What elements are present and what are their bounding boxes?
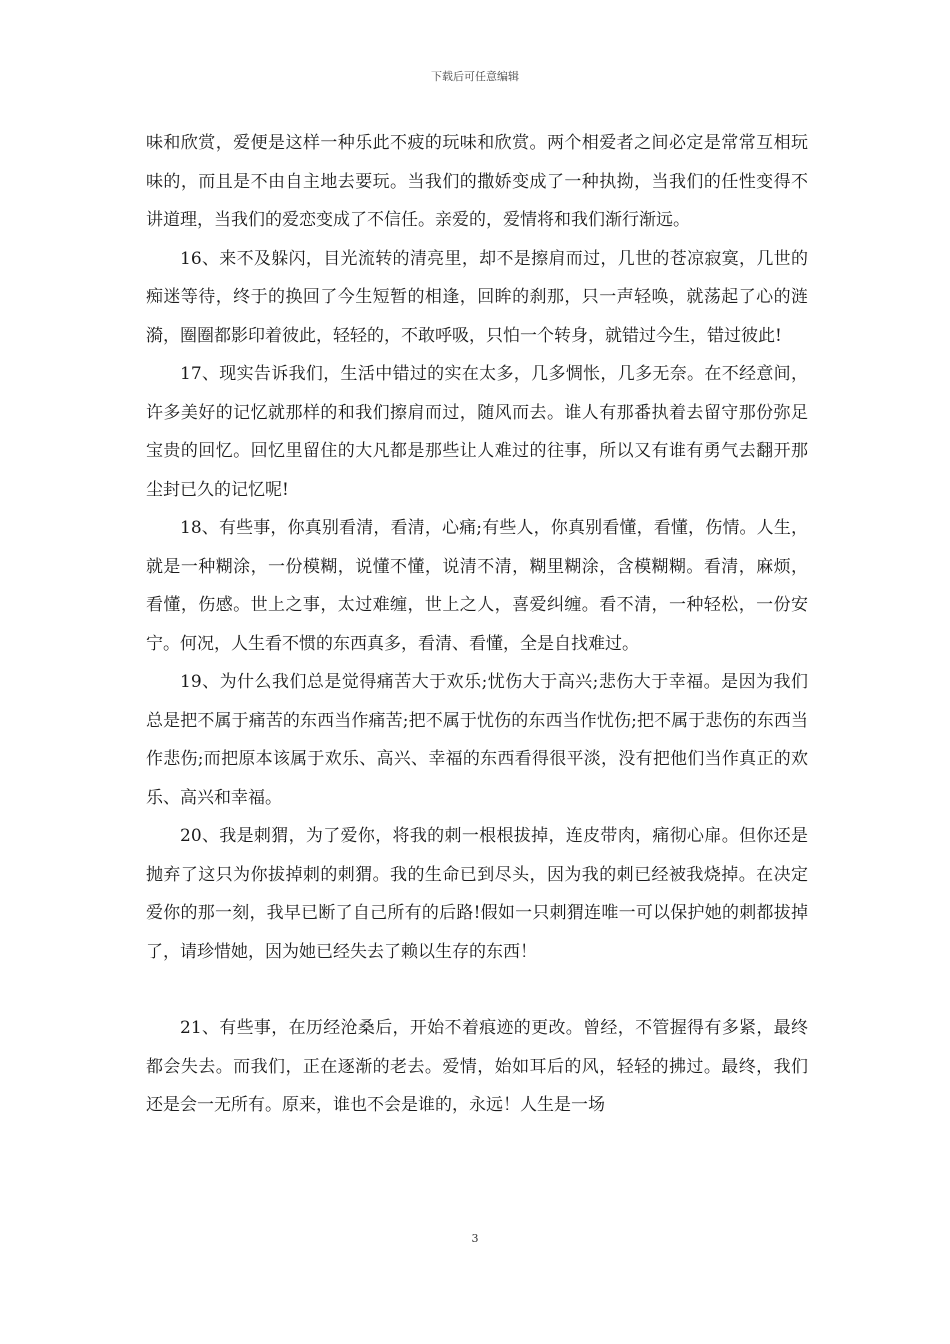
- paragraph-20: 20、我是刺猬，为了爱你，将我的刺一根根拔掉，连皮带肉，痛彻心扉。但你还是抛弃了这只为你拔掉刺的刺猬。我的生命已到尽头，因为我的刺已经被我烧掉。在决定爱你的那一刻，我早已断了自己所有的后路!假如一只刺猬连唯一可以保护她的刺都拔掉了，请珍惜她，因为她已经失去了赖以生存的东西！: [146, 826, 808, 962]
- paragraph-16: 16、来不及躲闪，目光流转的清亮里，却不是擦肩而过，几世的苍凉寂寞，几世的痴迷等待，终于的换回了今生短暂的相逢，回眸的刹那，只一声轻唤，就荡起了心的涟漪，圈圈都影印着彼此，轻轻的，不敢呼吸，只怕一个转身，就错过今生，错过彼此!: [146, 248, 808, 346]
- page-header: 下载后可任意编辑: [431, 70, 519, 83]
- page-number: 3: [471, 1232, 479, 1245]
- paragraph-17: 17、现实告诉我们，生活中错过的实在太多，几多惆怅，几多无奈。在不经意间，许多美好的记忆就那样的和我们擦肩而过，随风而去。谁人有那番执着去留守那份弥足宝贵的回忆。回忆里留住的大凡都是那些让人难过的往事，所以又有谁有勇气去翻开那尘封已久的记忆呢!: [146, 364, 808, 500]
- paragraph-intro: 味和欣赏，爱便是这样一种乐此不疲的玩味和欣赏。两个相爱者之间必定是常常互相玩味的，而且是不由自主地去要玩。当我们的撒娇变成了一种执拗，当我们的任性变得不讲道理，当我们的爱恋变成了不信任。亲爱的，爱情将和我们渐行渐远。: [146, 133, 808, 230]
- paragraph-19: 19、为什么我们总是觉得痛苦大于欢乐;忧伤大于高兴;悲伤大于幸福。是因为我们总是把不属于痛苦的东西当作痛苦;把不属于忧伤的东西当作忧伤;把不属于悲伤的东西当作悲伤;而把原本该属于欢乐、高兴、幸福的东西看得很平淡，没有把他们当作真正的欢乐、高兴和幸福。: [146, 672, 808, 808]
- paragraph-21: 21、有些事，在历经沧桑后，开始不着痕迹的更改。曾经，不管握得有多紧，最终都会失去。而我们，正在逐渐的老去。爱情，始如耳后的风，轻轻的拂过。最终，我们还是会一无所有。原来，谁也不会是谁的，永远！人生是一场: [146, 1018, 808, 1115]
- paragraph-18: 18、有些事，你真别看清，看清，心痛;有些人，你真别看懂，看懂，伤情。人生，就是一种糊涂，一份模糊，说懂不懂，说清不清，糊里糊涂，含模糊糊。看清，麻烦，看懂，伤感。世上之事，太过难缠，世上之人，喜爱纠缠。看不清，一种轻松，一份安宁。何况，人生看不惯的东西真多，看清、看懂，全是自找难过。: [146, 518, 808, 654]
- document-body: [146, 124, 808, 1125]
